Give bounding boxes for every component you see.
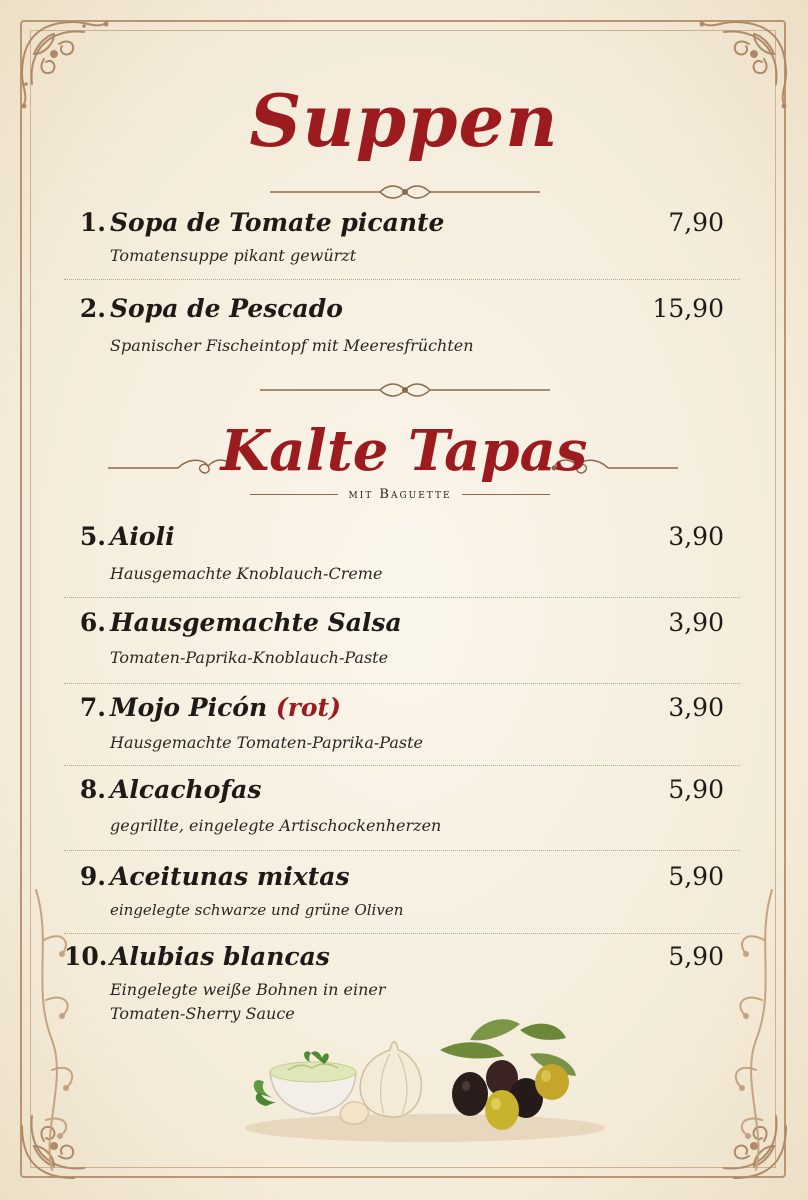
item-name: Alubias blancas xyxy=(110,942,330,971)
flourish-divider-icon xyxy=(270,182,540,202)
item-number: 5. xyxy=(79,522,106,551)
item-separator xyxy=(64,933,740,934)
item-separator xyxy=(64,765,740,766)
item-price: 3,90 xyxy=(668,693,724,722)
vine-ornament-icon xyxy=(706,880,786,1180)
section-title-suppen: Suppen xyxy=(249,78,559,163)
section-subtitle-row xyxy=(250,484,550,504)
item-name: Alcachofas xyxy=(110,775,262,804)
item-name: Aioli xyxy=(110,522,175,551)
item-description-line2: Tomaten-Sherry Sauce xyxy=(110,1004,295,1023)
item-name: Sopa de Pescado xyxy=(110,294,343,323)
item-description-line1: Eingelegte weiße Bohnen in einer xyxy=(110,980,386,999)
flourish-divider-icon xyxy=(260,380,550,400)
item-description: Hausgemachte Knoblauch-Creme xyxy=(110,564,383,583)
item-number: 7. xyxy=(79,693,106,722)
item-name xyxy=(110,693,341,722)
item-description: Tomaten-Paprika-Knoblauch-Paste xyxy=(110,648,389,667)
item-price: 7,90 xyxy=(668,208,724,237)
item-price: 5,90 xyxy=(668,862,724,891)
item-price: 5,90 xyxy=(668,775,724,804)
item-description: Tomatensuppe pikant gewürzt xyxy=(110,246,357,265)
item-name: Sopa de Tomate picante xyxy=(110,208,445,237)
item-name: Aceitunas mixtas xyxy=(110,862,350,891)
item-description: Hausgemachte Tomaten-Paprika-Paste xyxy=(110,733,423,752)
item-number: 1. xyxy=(79,208,106,237)
item-number: 8. xyxy=(79,775,106,804)
subtitle-rule xyxy=(250,494,338,495)
item-description: gegrillte, eingelegte Artischockenherzen xyxy=(110,816,442,835)
item-price: 15,90 xyxy=(652,294,724,323)
item-number: 10. xyxy=(64,942,108,971)
item-separator xyxy=(64,279,740,280)
section-subtitle: mit Baguette xyxy=(348,486,452,502)
item-price: 5,90 xyxy=(668,942,724,971)
aioli-bowl-icon xyxy=(254,1051,356,1114)
item-separator xyxy=(64,850,740,851)
section-title-kalte-tapas: Kalte Tapas xyxy=(220,418,588,484)
vine-ornament-icon xyxy=(22,880,102,1180)
item-name-text: Mojo Picón xyxy=(110,693,268,722)
item-price: 3,90 xyxy=(668,522,724,551)
subtitle-rule xyxy=(462,494,550,495)
olives-icon xyxy=(440,1019,576,1130)
item-number: 2. xyxy=(79,294,106,323)
item-name-accent: (rot) xyxy=(275,693,341,722)
item-name: Hausgemachte Salsa xyxy=(110,608,402,637)
item-description: eingelegte schwarze und grüne Oliven xyxy=(110,901,404,919)
item-separator xyxy=(64,683,740,684)
item-number: 9. xyxy=(79,862,106,891)
tapas-illustration xyxy=(230,1010,620,1150)
item-description: Spanischer Fischeintopf mit Meeresfrüchten xyxy=(110,336,474,355)
item-separator xyxy=(64,597,740,598)
item-number: 6. xyxy=(79,608,106,637)
item-price: 3,90 xyxy=(668,608,724,637)
